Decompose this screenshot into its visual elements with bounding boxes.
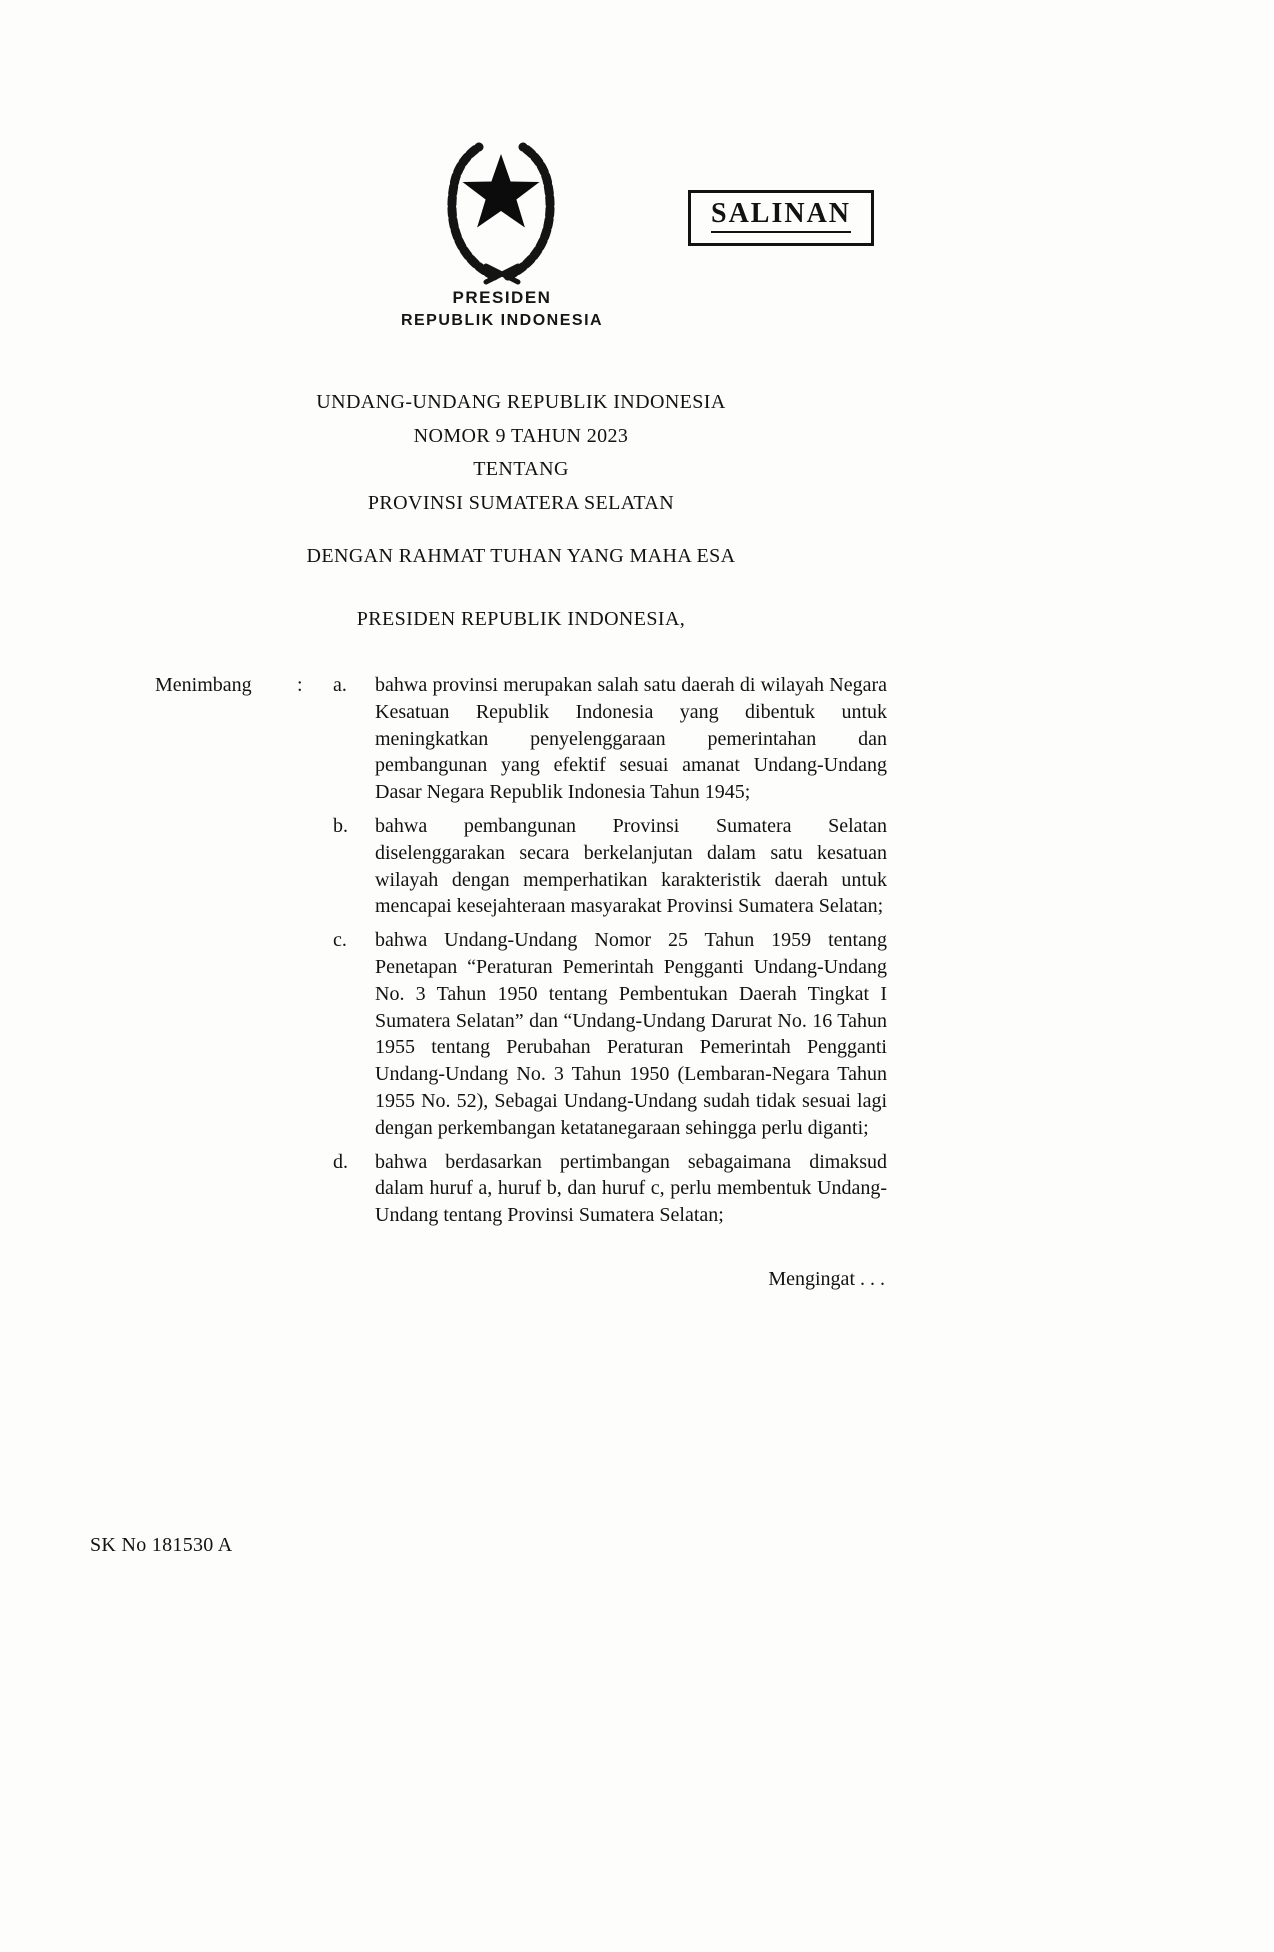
presidential-star-seal-icon — [430, 134, 572, 286]
title-line-3: TENTANG — [473, 458, 569, 480]
considering-item-c — [333, 927, 887, 1141]
considering-item-b — [333, 813, 887, 920]
considering-item-a — [333, 672, 887, 806]
item-letter: d. — [333, 1150, 348, 1173]
invocation-line: DENGAN RAHMAT TUHAN YANG MAHA ESA — [306, 545, 736, 567]
issuer-line: PRESIDEN REPUBLIK INDONESIA, — [356, 607, 686, 630]
title-line-4: PROVINSI SUMATERA SELATAN — [367, 491, 675, 514]
letterhead — [352, 288, 652, 330]
salinan-label: SALINAN — [711, 198, 851, 233]
letterhead-presiden: PRESIDEN — [452, 288, 552, 307]
letterhead-republik-indonesia: REPUBLIK INDONESIA — [400, 312, 604, 329]
item-letter: b. — [333, 814, 348, 837]
considering-section — [155, 672, 887, 1293]
salinan-stamp — [688, 190, 874, 246]
item-text: bahwa provinsi merupakan salah satu daerah di wilayah Negara Kesatuan Republik Indonesia yang dibentuk untuk meningkatkan penyelenggaraan pemerintahan dan pembangunan yang efektif sesuai amanat Undang-Undang Dasar Negara Republik Indonesia Tahun 1945; — [375, 674, 887, 804]
title-line-1: UNDANG-UNDANG REPUBLIK INDONESIA — [316, 391, 726, 413]
document-number: SK No 181530 A — [90, 1534, 233, 1556]
considering-label: Menimbang — [155, 674, 252, 696]
star-icon — [463, 154, 540, 228]
item-text: bahwa berdasarkan pertimbangan sebagaimana dimaksud dalam huruf a, huruf b, dan huruf c, perlu membentuk Undang-Undang tentang Provinsi Sumatera Selatan; — [375, 1150, 887, 1227]
continuation-note: Mengingat . . . — [768, 1267, 885, 1290]
item-text: bahwa pembangunan Provinsi Sumatera Selatan diselenggarakan secara berkelanjutan dalam satu kesatuan wilayah dengan memperhatikan karakteristik daerah untuk mencapai kesejahteraan masyarakat Provinsi Sumatera Selatan; — [375, 814, 887, 918]
item-text: bahwa Undang-Undang Nomor 25 Tahun 1959 tentang Penetapan “Peraturan Pemerintah Pengganti Undang-Undang No. 3 Tahun 1950 tentang Pembentukan Daerah Tingkat I Sumatera Selatan” dan “Undang-Undang Darurat No. 16 Tahun 1955 tentang Perubahan Peraturan Pemerintah Pengganti Undang-Undang No. 3 Tahun 1950 (Lembaran-Negara Tahun 1955 No. 52), Sebagai Undang-Undang sudah tidak sesuai lagi dengan perkembangan ketatanegaraan sehingga perlu diganti; — [375, 929, 887, 1139]
title-line-2: NOMOR 9 TAHUN 2023 — [413, 424, 629, 447]
considering-row — [155, 672, 887, 1236]
item-letter: c. — [333, 929, 347, 952]
document-title-block — [155, 386, 887, 636]
considering-item-d — [333, 1149, 887, 1229]
considering-items — [333, 672, 887, 1236]
item-letter: a. — [333, 674, 347, 696]
considering-colon: : — [297, 674, 303, 696]
